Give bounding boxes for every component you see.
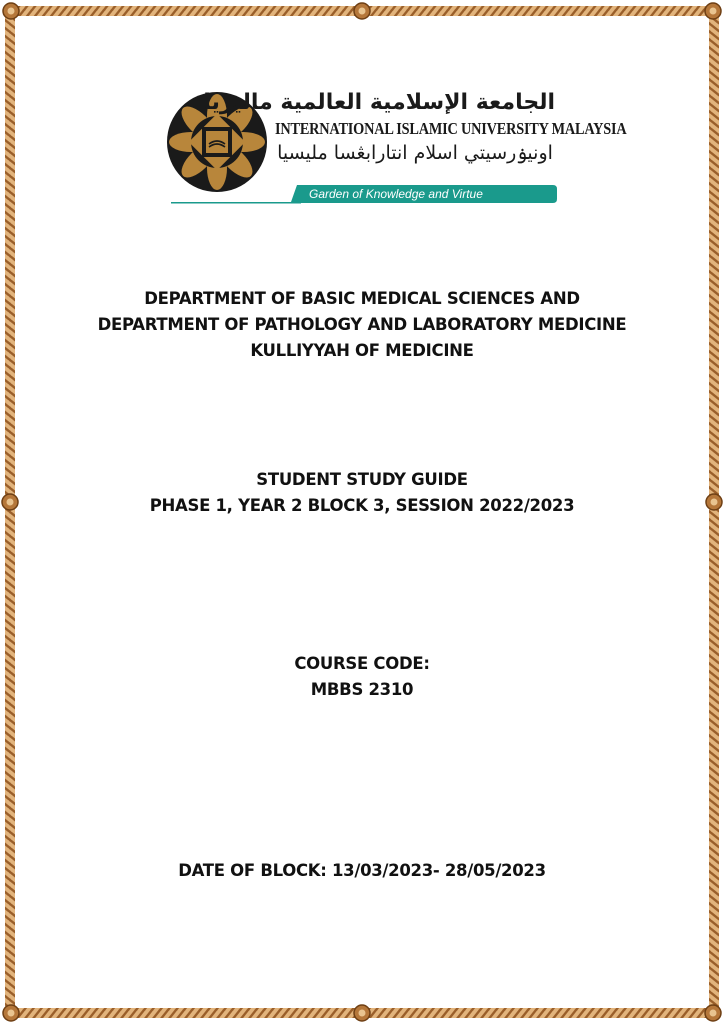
study-guide-block xyxy=(40,467,684,519)
department-line-1: DEPARTMENT OF BASIC MEDICAL SCIENCES AND xyxy=(144,289,580,308)
english-university-name: INTERNATIONAL ISLAMIC UNIVERSITY MALAYSIA xyxy=(275,119,627,139)
university-logo xyxy=(165,88,627,208)
tagline-text: Garden of Knowledge and Virtue xyxy=(309,187,483,201)
course-code-value: MBBS 2310 xyxy=(310,680,414,699)
study-guide-title: STUDENT STUDY GUIDE xyxy=(256,470,468,489)
department-line-2: DEPARTMENT OF PATHOLOGY AND LABORATORY MEDICINE xyxy=(97,315,627,334)
phase-session-line: PHASE 1, YEAR 2 BLOCK 3, SESSION 2022/2023 xyxy=(149,496,575,515)
department-block xyxy=(40,286,684,364)
course-code-label: COURSE CODE: xyxy=(294,654,430,673)
arabic-university-name: الجامعة الإسلامية العالمية ماليزيا xyxy=(203,90,555,115)
tagline-banner xyxy=(171,184,557,204)
date-of-block-text: DATE OF BLOCK: 13/03/2023- 28/05/2023 xyxy=(178,861,546,880)
jawi-university-name: اونيۏرسيتي اسلام انتارابڠسا مليسيا xyxy=(277,142,553,164)
course-code-block xyxy=(40,651,684,703)
kulliyyah-line: KULLIYYAH OF MEDICINE xyxy=(250,341,474,360)
date-of-block xyxy=(40,858,684,884)
